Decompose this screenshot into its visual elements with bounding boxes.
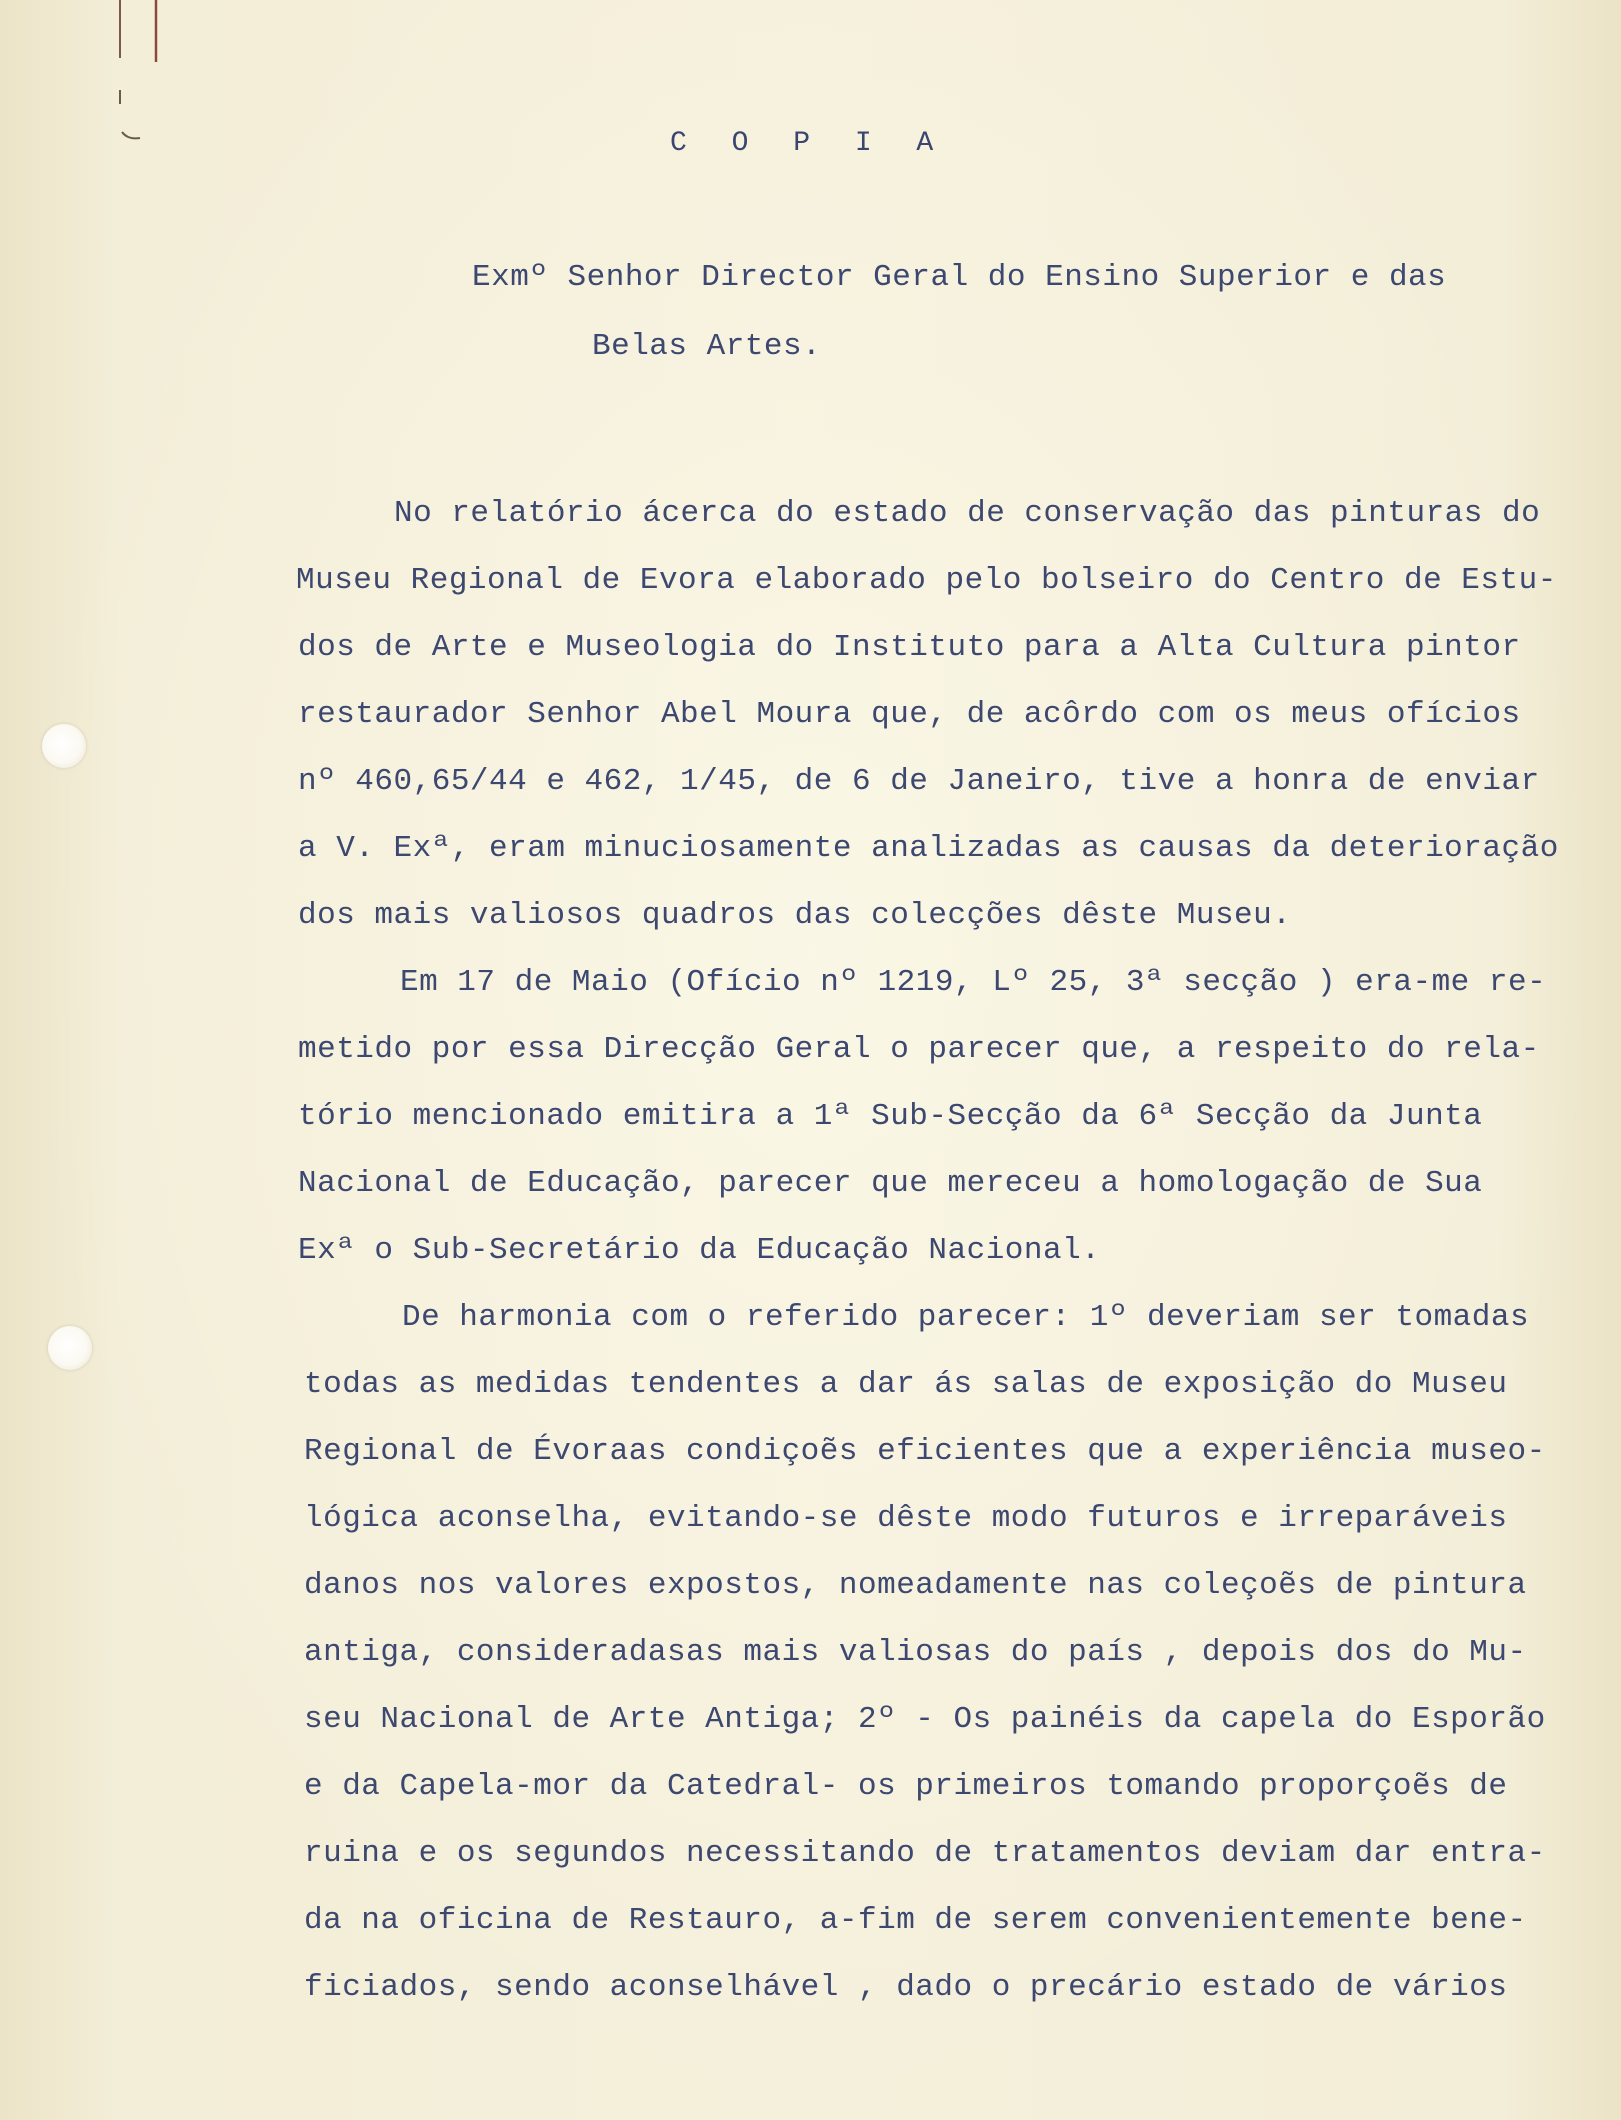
paragraph-line: danos nos valores expostos, nomeadamente nas coleçoẽs de pintura	[304, 1568, 1527, 1603]
paragraph-line: seu Nacional de Arte Antiga; 2º - Os painéis da capela do Esporão	[304, 1702, 1546, 1737]
paragraph-line: Nacional de Educação, parecer que mereceu a homologação de Sua	[298, 1166, 1483, 1201]
paragraph-line: nº 460,65/44 e 462, 1/45, de 6 de Janeiro, tive a honra de enviar	[298, 764, 1540, 799]
paragraph-line: dos de Arte e Museologia do Instituto para a Alta Cultura pintor	[298, 630, 1521, 665]
paragraph-line: dos mais valiosos quadros das colecções dêste Museu.	[298, 898, 1292, 933]
paragraph-line: De harmonia com o referido parecer: 1º deveriam ser tomadas	[402, 1300, 1530, 1335]
paragraph-line: metido por essa Direcção Geral o parecer que, a respeito do rela-	[298, 1032, 1540, 1067]
paper-edge-marks	[112, 0, 172, 160]
paragraph-line: Exª o Sub-Secretário da Educação Nacional.	[298, 1233, 1101, 1268]
paragraph-line: a V. Exª, eram minuciosamente analizadas as causas da deterioração	[298, 831, 1559, 866]
punch-hole-upper	[42, 724, 86, 768]
paragraph-line: antiga, consideradasas mais valiosas do país , depois dos do Mu-	[304, 1635, 1527, 1670]
punch-hole-lower	[48, 1326, 92, 1370]
paragraph-line: lógica aconselha, evitando-se dêste modo futuros e irreparáveis	[304, 1501, 1508, 1536]
paragraph-line: ficiados, sendo aconselhável , dado o precário estado de vários	[304, 1970, 1508, 2005]
paragraph-line: restaurador Senhor Abel Moura que, de acôrdo com os meus ofícios	[298, 697, 1521, 732]
paragraph-line: tório mencionado emitira a 1ª Sub-Secção da 6ª Secção da Junta	[298, 1099, 1483, 1134]
paragraph-line: todas as medidas tendentes a dar ás salas de exposição do Museu	[304, 1367, 1508, 1402]
salutation-line: Exmº Senhor Director Geral do Ensino Superior e das	[472, 260, 1447, 295]
paragraph-line: Regional de Évoraas condiçoẽs eficientes que a experiência museo-	[304, 1434, 1546, 1469]
paragraph-line: Museu Regional de Evora elaborado pelo bolseiro do Centro de Estu-	[296, 563, 1557, 598]
paragraph-line: Em 17 de Maio (Ofício nº 1219, Lº 25, 3ª secção ) era-me re-	[400, 965, 1547, 1000]
paragraph-line: ruina e os segundos necessitando de tratamentos deviam dar entra-	[304, 1836, 1546, 1871]
salutation-line: Belas Artes.	[592, 329, 822, 364]
paragraph-line: da na oficina de Restauro, a-fim de serem convenientemente bene-	[304, 1903, 1527, 1938]
paragraph-line: No relatório ácerca do estado de conservação das pinturas do	[394, 496, 1541, 531]
paragraph-line: e da Capela-mor da Catedral- os primeiros tomando proporçoẽs de	[304, 1769, 1508, 1804]
document-heading: C O P I A	[670, 128, 948, 159]
